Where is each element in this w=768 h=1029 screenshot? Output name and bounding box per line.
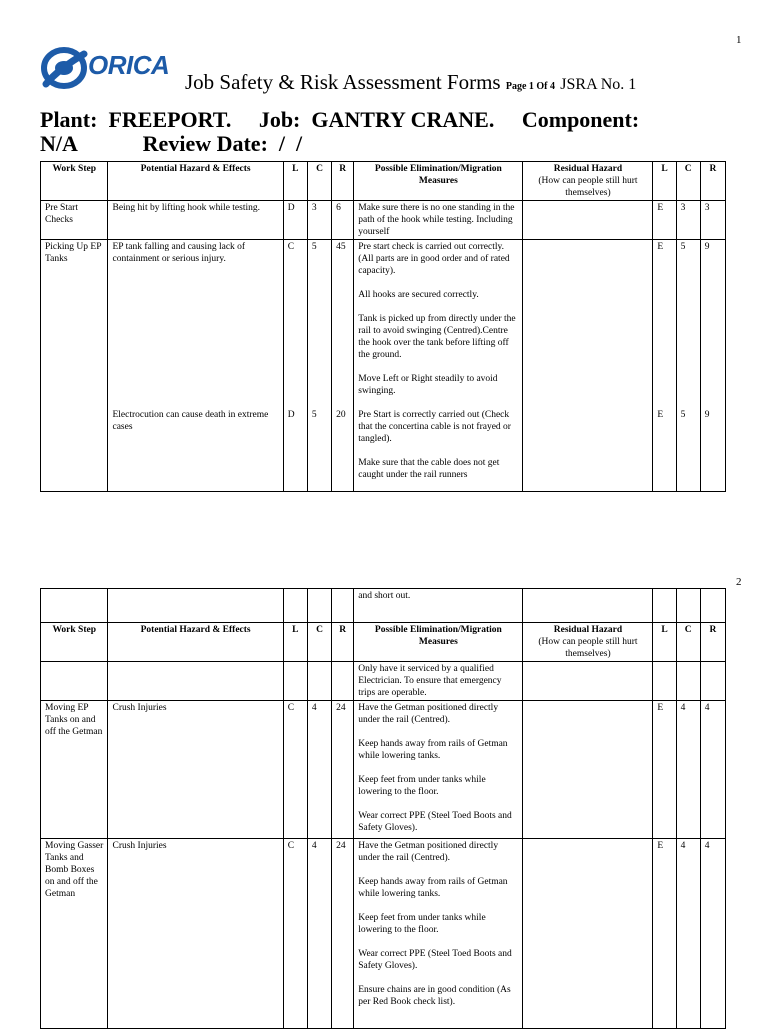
cell-c: 4 (307, 701, 331, 839)
cell-step: Pre Start Checks (41, 201, 108, 240)
col-c2: C (676, 623, 700, 662)
col-c2: C (676, 162, 700, 201)
col-l2: L (653, 162, 676, 201)
cell-residual (523, 240, 653, 492)
cell-empty (307, 589, 331, 623)
cell-hazard: Being hit by lifting hook while testing. (108, 201, 283, 240)
c-b: 5 (311, 410, 317, 420)
document-title (185, 70, 636, 95)
cell-empty (676, 662, 700, 701)
cell-measures (354, 201, 523, 240)
measure-item: Ensure chains are in good condition (As per Red Book check list). (358, 985, 511, 1007)
cell-c2: 4 (676, 839, 700, 1029)
col-hazard: Potential Hazard & Effects (108, 623, 283, 662)
hazard-a: EP tank falling and causing lack of containment or serious injury. (112, 242, 246, 264)
col-residual-sub: (How can people still hurt themselves) (538, 176, 638, 198)
cell-residual (523, 839, 653, 1029)
page-number-2: 2 (736, 576, 742, 588)
cell-measures (354, 240, 523, 492)
measure-item: Wear correct PPE (Steel Toed Boots and Safety Gloves). (358, 811, 512, 833)
col-l: L (283, 623, 307, 662)
cell-empty (283, 589, 307, 623)
cell-l (283, 240, 307, 492)
cell-empty (700, 662, 725, 701)
plant-job-header (40, 108, 639, 156)
col-residual (523, 623, 653, 662)
measure-item: Keep feet from under tanks while lowering to the floor. (358, 775, 486, 797)
cell-c2: 4 (676, 701, 700, 839)
cell-c: 4 (307, 839, 331, 1029)
col-l: L (283, 162, 307, 201)
cell-step: Moving EP Tanks on and off the Getman (41, 701, 108, 839)
cell-empty (283, 662, 307, 701)
title-jsra-no: JSRA No. 1 (560, 76, 637, 93)
cell-r2: 3 (700, 201, 725, 240)
col-work-step: Work Step (41, 162, 108, 201)
measure-item: Pre Start is correctly carried out (Check that the concertina cable is not frayed or tangled). (358, 410, 511, 444)
cell-r (332, 240, 354, 492)
title-main: Job Safety & Risk Assessment Forms (185, 70, 501, 94)
cell-empty (41, 662, 108, 701)
cell-hazard: Crush Injuries (108, 701, 283, 839)
cell-empty (41, 589, 108, 623)
cell-hazard (108, 240, 283, 492)
cell-empty (332, 589, 354, 623)
c2-b: 5 (680, 410, 686, 420)
page-number-1: 1 (736, 34, 742, 46)
col-c: C (307, 162, 331, 201)
measure-item: Keep hands away from rails of Getman while lowering tanks. (358, 877, 508, 899)
cell-empty (307, 662, 331, 701)
col-measures: Possible Elimination/Migration Measures (354, 623, 523, 662)
cell-step: Moving Gasser Tanks and Bomb Boxes on and off the Getman (41, 839, 108, 1029)
cell-r2 (700, 240, 725, 492)
col-r2: R (700, 623, 725, 662)
col-residual-label: Residual Hazard (553, 164, 623, 174)
cell-r: 24 (332, 701, 354, 839)
title-page-of: Page 1 Of 4 (505, 81, 556, 92)
l-a: C (287, 242, 295, 252)
cell-r2: 4 (700, 701, 725, 839)
jsra-table-page-1 (40, 161, 726, 492)
cell-hazard: Crush Injuries (108, 839, 283, 1029)
table-row (41, 701, 726, 839)
cell-r: 6 (332, 201, 354, 240)
cell-empty (108, 662, 283, 701)
orica-wordmark: ORICA (88, 50, 170, 80)
col-r: R (332, 162, 354, 201)
col-work-step: Work Step (41, 623, 108, 662)
l-b: D (287, 410, 295, 420)
cell-residual (523, 201, 653, 240)
col-r2: R (700, 162, 725, 201)
measure-item: All hooks are secured correctly. (358, 290, 479, 300)
l2-b: E (657, 410, 664, 420)
c2-a: 5 (680, 242, 686, 252)
measure-item: Have the Getman positioned directly under the rail (Centred). (358, 703, 499, 725)
measure-item: Have the Getman positioned directly under the rail (Centred). (358, 841, 499, 863)
cell-c: 3 (307, 201, 331, 240)
table-header-row (41, 623, 726, 662)
cell-empty (332, 662, 354, 701)
orica-logo (40, 44, 180, 94)
col-residual-sub: (How can people still hurt themselves) (538, 637, 638, 659)
table-row-electrician (41, 662, 726, 701)
cell-measures: Only have it serviced by a qualified Electrician. To ensure that emergency trips are operable. (354, 662, 523, 701)
col-l2: L (653, 623, 676, 662)
measure-item: Make sure that the cable does not get caught under the rail runners (358, 458, 500, 480)
cell-empty (108, 589, 283, 623)
cell-l: C (283, 839, 307, 1029)
table-row (41, 240, 726, 492)
cell-step: Picking Up EP Tanks (41, 240, 108, 492)
c-a: 5 (311, 242, 317, 252)
measure-item: Make sure there is no one standing in the path of the hook while testing. Including yourself (358, 203, 515, 237)
cell-c (307, 240, 331, 492)
measure-item: Keep hands away from rails of Getman while lowering tanks. (358, 739, 508, 761)
l2-a: E (657, 242, 664, 252)
jsra-table-page-2 (40, 588, 726, 1029)
measure-item: Move Left or Right steadily to avoid swinging. (358, 374, 498, 396)
table-row (41, 201, 726, 240)
cell-empty (676, 589, 700, 623)
measure-item: Tank is picked up from directly under the rail to avoid swinging (Centred).Centre the hook over the tank before lifting off the ground. (358, 314, 516, 360)
cell-l2: E (653, 201, 676, 240)
cell-residual (523, 701, 653, 839)
col-c: C (307, 623, 331, 662)
measure-item: Wear correct PPE (Steel Toed Boots and Safety Gloves). (358, 949, 512, 971)
cell-l: C (283, 701, 307, 839)
cell-r: 24 (332, 839, 354, 1029)
cell-r2: 4 (700, 839, 725, 1029)
r2-a: 9 (704, 242, 710, 252)
cell-l2: E (653, 839, 676, 1029)
hazard-b: Electrocution can cause death in extreme cases (112, 410, 269, 432)
cell-measures (354, 839, 523, 1029)
col-r: R (332, 623, 354, 662)
cell-measures (354, 701, 523, 839)
cell-l2 (653, 240, 676, 492)
cell-empty (523, 662, 653, 701)
header-line-1: Plant: FREEPORT. Job: GANTRY CRANE. Component: (40, 107, 640, 132)
r-b: 20 (336, 410, 346, 420)
r2-b: 9 (704, 410, 710, 420)
col-residual-label: Residual Hazard (553, 625, 623, 635)
table-header-row (41, 162, 726, 201)
cell-measures-continued: and short out. (354, 589, 523, 623)
header-line-2: N/A Review Date: / / (40, 131, 303, 156)
col-hazard: Potential Hazard & Effects (108, 162, 283, 201)
col-measures: Possible Elimination/Migration Measures (354, 162, 523, 201)
cell-l: D (283, 201, 307, 240)
col-residual (523, 162, 653, 201)
cell-empty (653, 589, 676, 623)
cell-empty (523, 589, 653, 623)
r-a: 45 (336, 242, 346, 252)
cell-empty (700, 589, 725, 623)
table-row-continued (41, 589, 726, 623)
cell-c2 (676, 240, 700, 492)
cell-empty (653, 662, 676, 701)
measure-item: Keep feet from under tanks while lowering to the floor. (358, 913, 486, 935)
measure-item: Pre start check is carried out correctly. (All parts are in good order and of rated capacity). (358, 242, 510, 276)
cell-l2: E (653, 701, 676, 839)
cell-c2: 3 (676, 201, 700, 240)
orica-swirl-icon (40, 44, 88, 90)
table-row (41, 839, 726, 1029)
